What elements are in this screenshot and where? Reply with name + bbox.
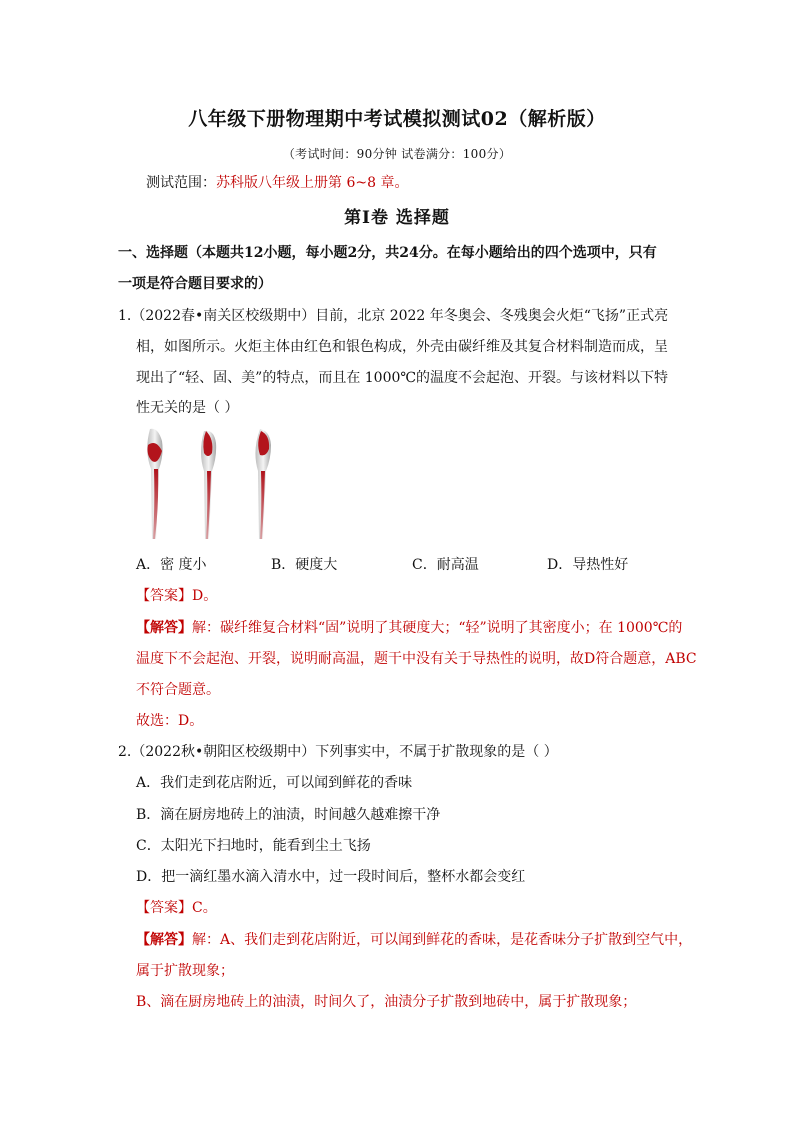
test-scope: [146, 172, 408, 192]
q1-stem-line-4: 性无关的是（ ）: [136, 400, 239, 416]
torch-icon: [201, 431, 216, 539]
q1-answer: 【答案】D。: [136, 588, 218, 604]
q1-stem-line-2: 相，如图所示。火炬主体由红色和银色构成，外壳由碳纤维及其复合材料制造而成，呈: [136, 339, 668, 355]
q2-option-d: D．把一滴红墨水滴入清水中，过一段时间后，整杯水都会变红: [136, 869, 526, 885]
torch-icon: [147, 429, 162, 539]
q2-analysis-line-1: 【解答】解：A、我们走到花店附近，可以闻到鲜花的香味，是花香味分子扩散到空气中，: [136, 932, 693, 948]
q2-option-a: A．我们走到花店附近，可以闻到鲜花的香味: [136, 775, 413, 791]
q1-choice: 故选：D。: [136, 713, 204, 729]
q1-option-b: B．硬度大: [271, 557, 338, 573]
q1-stem-line-3: 现出了“轻、固、美”的特点，而且在 1000℃的温度不会起泡、开裂。与该材料以下特: [136, 370, 669, 386]
part-heading-line-1: 一、选择题（本题共12小题，每小题2分，共24分。在每小题给出的四个选项中，只有: [118, 245, 657, 261]
q1-option-c: C．耐高温: [412, 557, 479, 573]
q1-analysis-label: 【解答】: [136, 620, 192, 636]
torch-image: [136, 425, 286, 543]
part-heading-line-2: 一项是符合题目要求的）: [118, 276, 272, 292]
scope-value: 苏科版八年级上册第 6~8 章。: [216, 175, 409, 191]
q2-analysis-line-3: B、滴在厨房地砖上的油渍，时间久了，油渍分子扩散到地砖中，属于扩散现象；: [136, 994, 637, 1010]
page-title: 八年级下册物理期中考试模拟测试02（解析版）: [188, 108, 606, 130]
q1-option-a: A．密 度小: [136, 557, 207, 573]
q1-analysis-line-2: 温度下不会起泡、开裂，说明耐高温，题干中没有关于导热性的说明，故D符合题意，ABC: [136, 651, 697, 667]
scope-label: 测试范围：: [146, 175, 216, 191]
torch-icon: [255, 429, 271, 539]
q1-analysis-line-1: 【解答】解：碳纤维复合材料“固”说明了其硬度大；“轻”说明了其密度小；在 1000℃的: [136, 620, 683, 636]
q1-stem-line-1: 1.（2022春•南关区校级期中）目前，北京 2022 年冬奥会、冬残奥会火炬“飞扬”正式亮: [118, 308, 669, 324]
q1-analysis-line-3: 不符合题意。: [136, 682, 220, 698]
q1-option-d: D．导热性好: [547, 557, 629, 573]
q2-answer: 【答案】C。: [136, 900, 217, 916]
q2-stem: 2.（2022秋•朝阳区校级期中）下列事实中，不属于扩散现象的是（ ）: [118, 744, 558, 760]
q2-analysis-label: 【解答】: [136, 932, 192, 948]
q2-option-b: B．滴在厨房地砖上的油渍，时间越久越难擦干净: [136, 807, 441, 823]
q1-options: [136, 554, 696, 574]
q2-analysis-line-2: 属于扩散现象；: [136, 963, 234, 979]
exam-meta: （考试时间：90分钟 试卷满分：100分）: [282, 147, 512, 161]
q2-option-c: C．太阳光下扫地时，能看到尘土飞扬: [136, 838, 371, 854]
section-title: 第Ⅰ卷 选择题: [344, 208, 450, 228]
